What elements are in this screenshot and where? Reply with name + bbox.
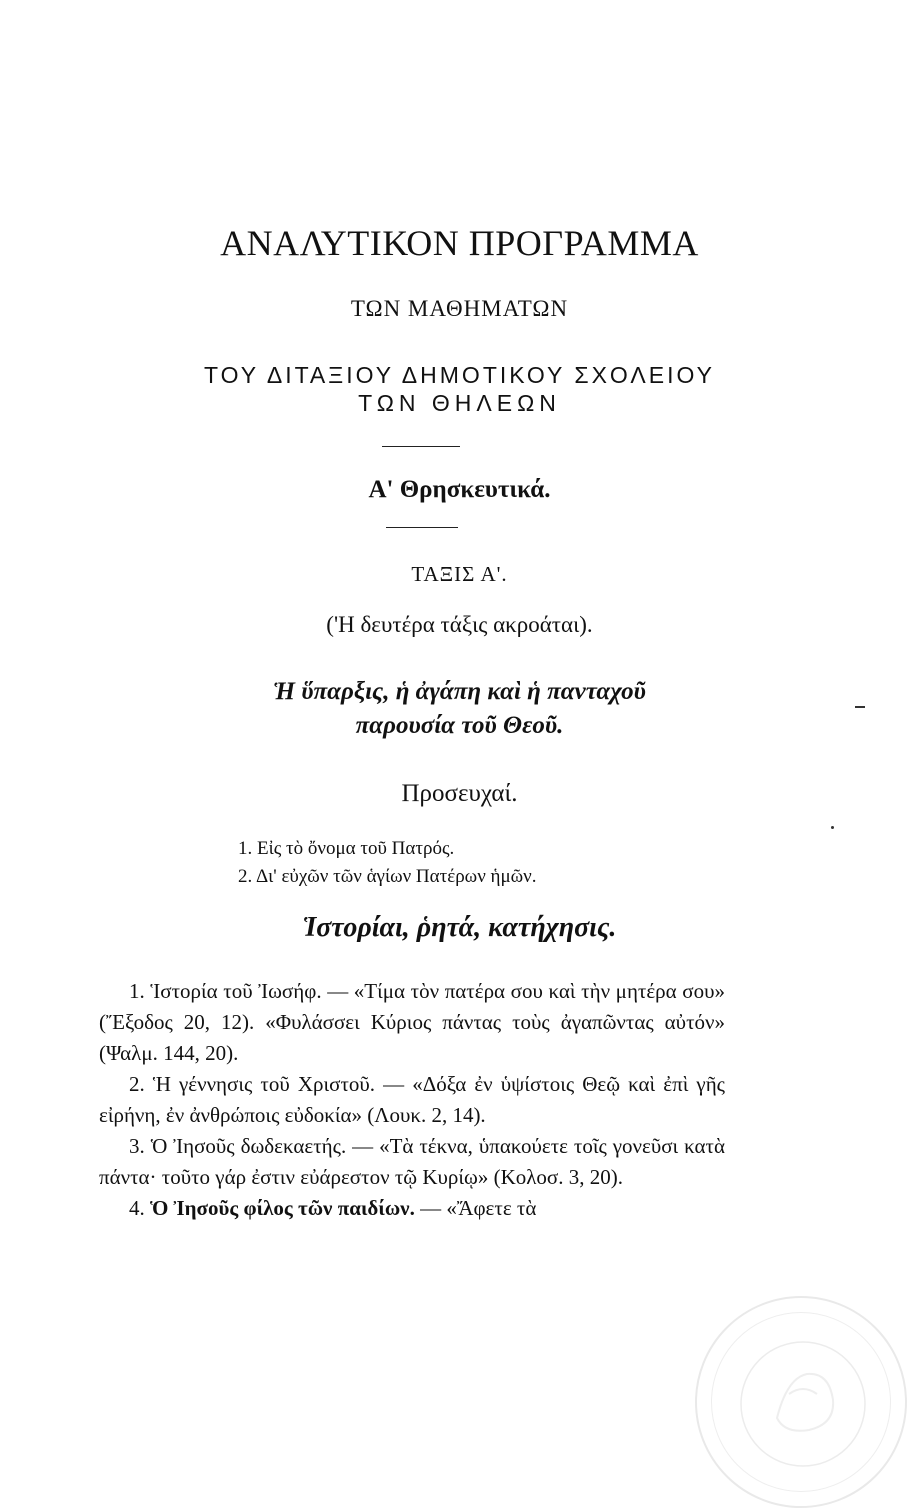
prayers-heading: Προσευχαί. <box>401 780 518 807</box>
lesson-number: 4. <box>129 1196 145 1220</box>
lesson-text: — «Τίμα τὸν πατέρα σου καὶ τὴν μητέρα σου» (Ἔξοδος 20, 12). «Φυλάσσει Κύριος πάντας τοὺς ἀγαπῶντας αὐτόν» (Ψαλμ. 144, 20). <box>99 979 725 1065</box>
lesson-title: Ὁ Ἰησοῦς δωδεκαετής. <box>150 1134 347 1158</box>
page-title: ΑΝΑΛΥΤΙΚΟΝ ΠΡΟΓΡΑΜΜΑ <box>220 223 699 263</box>
prayer-item: 2. Δι' εὐχῶν τῶν ἁγίων Πατέρων ἡμῶν. <box>238 866 537 887</box>
lesson-text: — «Τὰ τέκνα, ὑπακούετε τοῖς γονεῦσι κατὰ πάντα· τοῦτο γάρ ἐστιν εὐάρεστον τῷ Κυρίῳ» (Κολοσ. 3, 20). <box>99 1134 725 1189</box>
lesson-list <box>99 976 725 1224</box>
lesson-number: 2. <box>129 1072 145 1096</box>
lesson-title: Ἡ γέννησις τοῦ Χριστοῦ. <box>152 1072 376 1096</box>
lesson-item <box>99 1193 725 1224</box>
seal-emblem-icon <box>697 1298 909 1510</box>
divider-rule <box>386 527 458 528</box>
lesson-text: — «Δόξα ἐν ὑψίστοις Θεῷ καὶ ἐπὶ γῆς εἰρήνη, ἐν ἀνθρώποις εὐδοκία» (Λουκ. 2, 14). <box>99 1072 726 1127</box>
lesson-item <box>99 1069 725 1131</box>
subtitle-school: ΤΟΥ ΔΙΤΑΞΙΟΥ ΔΗΜΟΤΙΚΟΥ ΣΧΟΛΕΙΟΥ <box>204 362 715 388</box>
lesson-title: Ὁ Ἰησοῦς φίλος τῶν παιδίων. <box>150 1196 415 1220</box>
subtitle-courses: ΤΩΝ ΜΑΘΗΜΑΤΩΝ <box>350 296 569 321</box>
lesson-text: — «Ἄφετε τὰ <box>414 1196 537 1220</box>
lesson-item <box>99 976 725 1069</box>
lesson-number: 3. <box>129 1134 145 1158</box>
subtitle-girls: ΤΩΝ ΘΗΛΕΩΝ <box>358 390 561 416</box>
lesson-title: Ἱστορία τοῦ Ἰωσήφ. <box>150 979 322 1003</box>
class-note: ('Η δευτέρα τάξις ακροάται). <box>326 612 593 637</box>
prayer-item: 1. Εἰς τὸ ὄνομα τοῦ Πατρός. <box>238 838 455 859</box>
class-title: ΤΑΞΙΣ Α'. <box>411 562 508 586</box>
section-heading: Α' Θρησκευτικά. <box>368 476 551 503</box>
divider-rule <box>382 446 460 447</box>
history-heading: Ἱστορίαι, ῥητά, κατήχησις. <box>302 912 617 943</box>
topic-heading-line-2: παρουσία τοῦ Θεοῦ. <box>355 712 564 739</box>
lesson-item <box>99 1131 725 1193</box>
library-seal-watermark <box>695 1296 907 1508</box>
margin-dot <box>831 826 834 829</box>
margin-mark <box>855 706 865 708</box>
lesson-number: 1. <box>129 979 145 1003</box>
topic-heading-line-1: Ἡ ὕπαρξις, ἡ ἀγάπη καὶ ἡ πανταχοῦ <box>273 678 646 705</box>
